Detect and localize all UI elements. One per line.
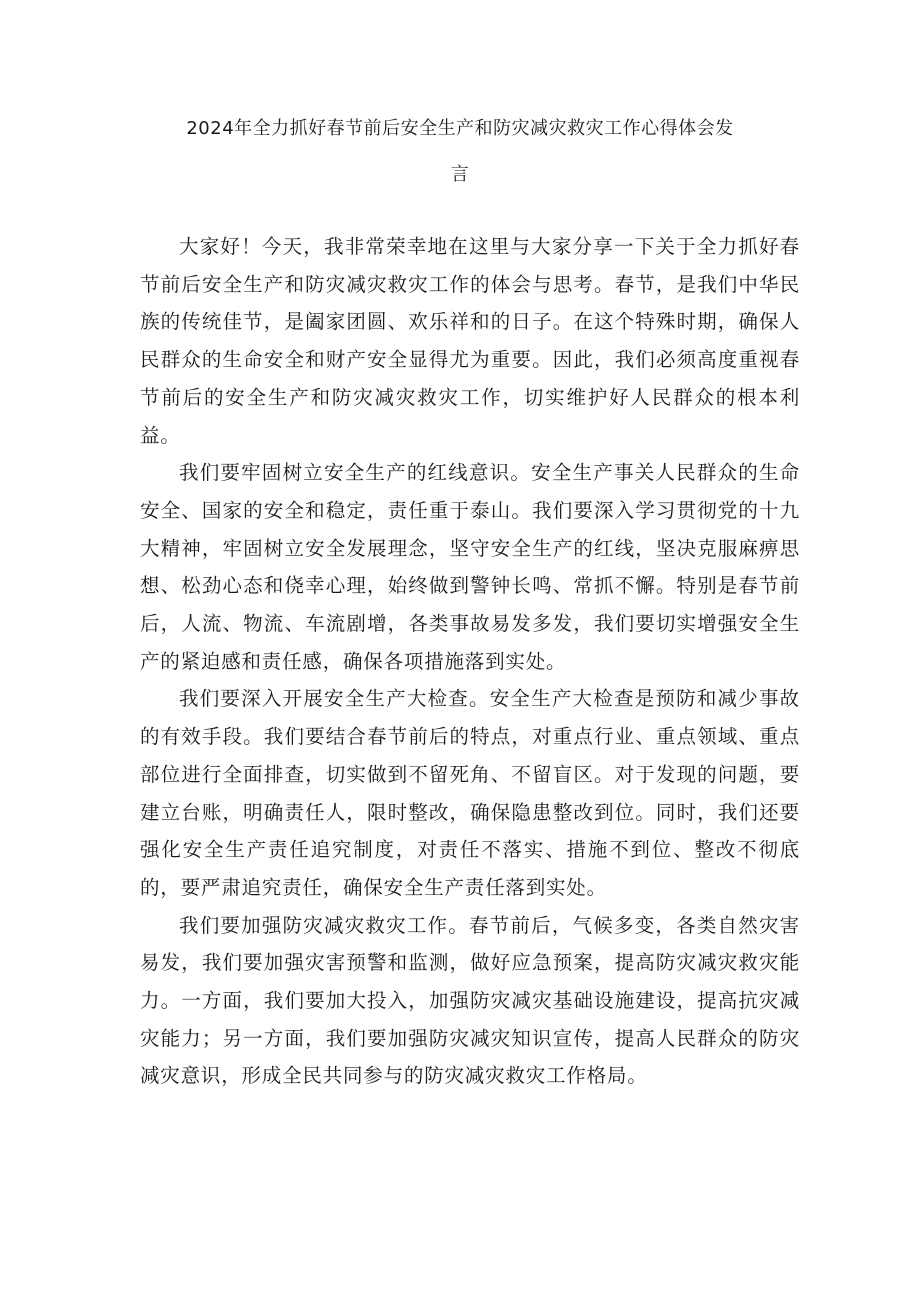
title-line-1: 2024年全力抓好春节前后安全生产和防灾减灾救灾工作心得体会发 (186, 118, 734, 139)
paragraph-disaster-prevention: 我们要加强防灾减灾救灾工作。春节前后，气候多变，各类自然灾害易发，我们要加强灾害预警和监测，做好应急预案，提高防灾减灾救灾能力。一方面，我们要加大投入，加强防灾减灾基础设施建设，提高抗灾减灾能力；另一方面，我们要加强防灾减灾知识宣传，提高人民群众的防灾减灾意识，形成全民共同参与的防灾减灾救灾工作格局。 (140, 913, 800, 1088)
document-title (100, 106, 820, 198)
paragraph-intro: 大家好！今天，我非常荣幸地在这里与大家分享一下关于全力抓好春节前后安全生产和防灾减灾救灾工作的体会与思考。春节，是我们中华民族的传统佳节，是阖家团圆、欢乐祥和的日子。在这个特殊时期，确保人民群众的生命安全和财产安全显得尤为重要。因此，我们必须高度重视春节前后的安全生产和防灾减灾救灾工作，切实维护好人民群众的根本利益。 (140, 235, 800, 447)
document-body (140, 228, 800, 1095)
paragraph-safety-redline: 我们要牢固树立安全生产的红线意识。安全生产事关人民群众的生命安全、国家的安全和稳定，责任重于泰山。我们要深入学习贯彻党的十九大精神，牢固树立安全发展理念，坚守安全生产的红线，坚决克服麻痹思想、松劲心态和侥幸心理，始终做到警钟长鸣、常抓不懈。特别是春节前后，人流、物流、车流剧增，各类事故易发多发，我们要切实增强安全生产的紧迫感和责任感，确保各项措施落到实处。 (140, 461, 800, 673)
title-line-2: 言 (450, 164, 470, 185)
paragraph-safety-inspection: 我们要深入开展安全生产大检查。安全生产大检查是预防和减少事故的有效手段。我们要结合春节前后的特点，对重点行业、重点领域、重点部位进行全面排查，切实做到不留死角、不留盲区。对于发现的问题，要建立台账，明确责任人，限时整改，确保隐患整改到位。同时，我们还要强化安全生产责任追究制度，对责任不落实、措施不到位、整改不彻底的，要严肃追究责任，确保安全生产责任落到实处。 (140, 687, 800, 899)
